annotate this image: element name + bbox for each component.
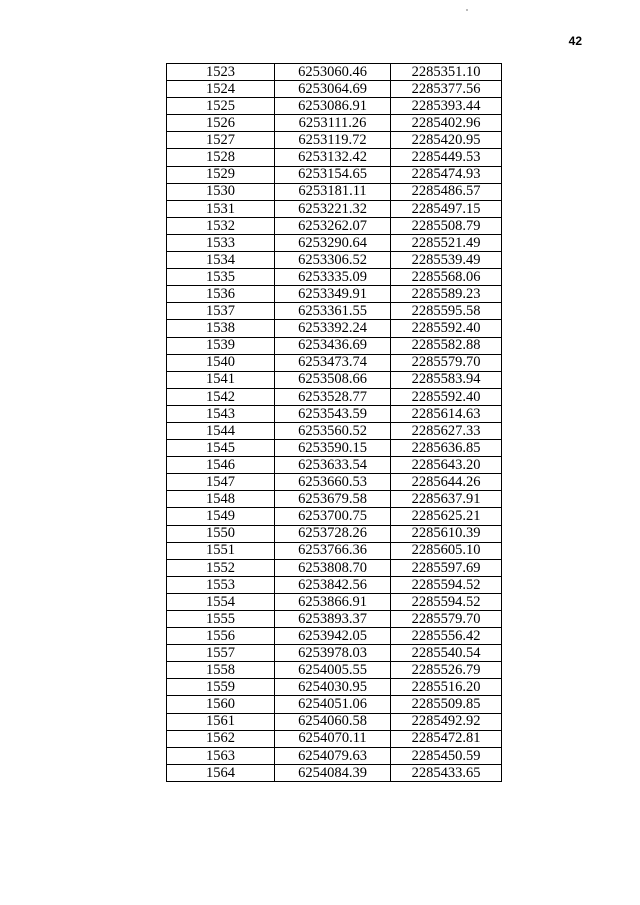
table-row xyxy=(167,269,502,286)
coordinates-table-body xyxy=(167,64,502,782)
y-coordinate-cell: 2285589.23 xyxy=(391,286,502,303)
table-row xyxy=(167,764,502,781)
y-coordinate-cell: 2285521.49 xyxy=(391,234,502,251)
table-row xyxy=(167,713,502,730)
table-row xyxy=(167,559,502,576)
x-coordinate-cell: 6253528.77 xyxy=(275,388,391,405)
point-number-cell: 1531 xyxy=(167,200,275,217)
point-number-cell: 1564 xyxy=(167,764,275,781)
table-row xyxy=(167,696,502,713)
x-coordinate-cell: 6253590.15 xyxy=(275,440,391,457)
table-row xyxy=(167,149,502,166)
x-coordinate-cell: 6253842.56 xyxy=(275,576,391,593)
table-row xyxy=(167,730,502,747)
point-number-cell: 1542 xyxy=(167,388,275,405)
point-number-cell: 1524 xyxy=(167,81,275,98)
x-coordinate-cell: 6254005.55 xyxy=(275,662,391,679)
y-coordinate-cell: 2285539.49 xyxy=(391,252,502,269)
table-row xyxy=(167,320,502,337)
point-number-cell: 1529 xyxy=(167,166,275,183)
table-row xyxy=(167,200,502,217)
x-coordinate-cell: 6253335.09 xyxy=(275,269,391,286)
x-coordinate-cell: 6253221.32 xyxy=(275,200,391,217)
table-row xyxy=(167,354,502,371)
table-row xyxy=(167,645,502,662)
table-row xyxy=(167,252,502,269)
y-coordinate-cell: 2285402.96 xyxy=(391,115,502,132)
coordinates-table xyxy=(166,63,502,782)
table-row xyxy=(167,64,502,81)
point-number-cell: 1558 xyxy=(167,662,275,679)
point-number-cell: 1538 xyxy=(167,320,275,337)
x-coordinate-cell: 6253866.91 xyxy=(275,593,391,610)
x-coordinate-cell: 6253290.64 xyxy=(275,234,391,251)
point-number-cell: 1525 xyxy=(167,98,275,115)
point-number-cell: 1551 xyxy=(167,542,275,559)
table-row xyxy=(167,371,502,388)
table-row xyxy=(167,81,502,98)
point-number-cell: 1540 xyxy=(167,354,275,371)
page-number: 42 xyxy=(568,34,582,48)
point-number-cell: 1547 xyxy=(167,474,275,491)
x-coordinate-cell: 6253700.75 xyxy=(275,508,391,525)
table-row xyxy=(167,132,502,149)
x-coordinate-cell: 6253306.52 xyxy=(275,252,391,269)
table-row xyxy=(167,166,502,183)
x-coordinate-cell: 6253392.24 xyxy=(275,320,391,337)
x-coordinate-cell: 6253119.72 xyxy=(275,132,391,149)
x-coordinate-cell: 6253766.36 xyxy=(275,542,391,559)
y-coordinate-cell: 2285605.10 xyxy=(391,542,502,559)
table-row xyxy=(167,440,502,457)
x-coordinate-cell: 6253060.46 xyxy=(275,64,391,81)
y-coordinate-cell: 2285433.65 xyxy=(391,764,502,781)
y-coordinate-cell: 2285497.15 xyxy=(391,200,502,217)
y-coordinate-cell: 2285568.06 xyxy=(391,269,502,286)
table-row xyxy=(167,508,502,525)
table-row xyxy=(167,422,502,439)
y-coordinate-cell: 2285627.33 xyxy=(391,422,502,439)
point-number-cell: 1546 xyxy=(167,457,275,474)
point-number-cell: 1544 xyxy=(167,422,275,439)
table-row xyxy=(167,183,502,200)
point-number-cell: 1528 xyxy=(167,149,275,166)
y-coordinate-cell: 2285420.95 xyxy=(391,132,502,149)
y-coordinate-cell: 2285556.42 xyxy=(391,628,502,645)
table-row xyxy=(167,457,502,474)
y-coordinate-cell: 2285595.58 xyxy=(391,303,502,320)
table-row xyxy=(167,593,502,610)
point-number-cell: 1535 xyxy=(167,269,275,286)
x-coordinate-cell: 6254051.06 xyxy=(275,696,391,713)
point-number-cell: 1541 xyxy=(167,371,275,388)
point-number-cell: 1554 xyxy=(167,593,275,610)
point-number-cell: 1530 xyxy=(167,183,275,200)
point-number-cell: 1549 xyxy=(167,508,275,525)
y-coordinate-cell: 2285450.59 xyxy=(391,747,502,764)
x-coordinate-cell: 6253064.69 xyxy=(275,81,391,98)
y-coordinate-cell: 2285610.39 xyxy=(391,525,502,542)
y-coordinate-cell: 2285393.44 xyxy=(391,98,502,115)
x-coordinate-cell: 6253473.74 xyxy=(275,354,391,371)
y-coordinate-cell: 2285644.26 xyxy=(391,474,502,491)
table-row xyxy=(167,542,502,559)
point-number-cell: 1548 xyxy=(167,491,275,508)
y-coordinate-cell: 2285474.93 xyxy=(391,166,502,183)
table-row xyxy=(167,662,502,679)
x-coordinate-cell: 6253154.65 xyxy=(275,166,391,183)
table-row xyxy=(167,474,502,491)
table-row xyxy=(167,491,502,508)
point-number-cell: 1562 xyxy=(167,730,275,747)
x-coordinate-cell: 6253543.59 xyxy=(275,405,391,422)
y-coordinate-cell: 2285643.20 xyxy=(391,457,502,474)
x-coordinate-cell: 6254079.63 xyxy=(275,747,391,764)
y-coordinate-cell: 2285583.94 xyxy=(391,371,502,388)
table-row xyxy=(167,405,502,422)
point-number-cell: 1534 xyxy=(167,252,275,269)
y-coordinate-cell: 2285579.70 xyxy=(391,611,502,628)
table-row xyxy=(167,747,502,764)
x-coordinate-cell: 6253181.11 xyxy=(275,183,391,200)
x-coordinate-cell: 6253679.58 xyxy=(275,491,391,508)
x-coordinate-cell: 6254084.39 xyxy=(275,764,391,781)
table-row xyxy=(167,337,502,354)
y-coordinate-cell: 2285625.21 xyxy=(391,508,502,525)
point-number-cell: 1555 xyxy=(167,611,275,628)
x-coordinate-cell: 6253633.54 xyxy=(275,457,391,474)
point-number-cell: 1553 xyxy=(167,576,275,593)
table-row xyxy=(167,98,502,115)
point-number-cell: 1539 xyxy=(167,337,275,354)
x-coordinate-cell: 6253893.37 xyxy=(275,611,391,628)
table-row xyxy=(167,679,502,696)
x-coordinate-cell: 6253942.05 xyxy=(275,628,391,645)
y-coordinate-cell: 2285486.57 xyxy=(391,183,502,200)
point-number-cell: 1557 xyxy=(167,645,275,662)
y-coordinate-cell: 2285594.52 xyxy=(391,593,502,610)
table-row xyxy=(167,286,502,303)
table-row xyxy=(167,115,502,132)
y-coordinate-cell: 2285614.63 xyxy=(391,405,502,422)
x-coordinate-cell: 6253436.69 xyxy=(275,337,391,354)
x-coordinate-cell: 6254030.95 xyxy=(275,679,391,696)
point-number-cell: 1537 xyxy=(167,303,275,320)
x-coordinate-cell: 6253086.91 xyxy=(275,98,391,115)
y-coordinate-cell: 2285592.40 xyxy=(391,388,502,405)
x-coordinate-cell: 6253508.66 xyxy=(275,371,391,388)
point-number-cell: 1533 xyxy=(167,234,275,251)
point-number-cell: 1532 xyxy=(167,217,275,234)
point-number-cell: 1536 xyxy=(167,286,275,303)
x-coordinate-cell: 6253560.52 xyxy=(275,422,391,439)
x-coordinate-cell: 6254060.58 xyxy=(275,713,391,730)
x-coordinate-cell: 6253349.91 xyxy=(275,286,391,303)
point-number-cell: 1526 xyxy=(167,115,275,132)
y-coordinate-cell: 2285492.92 xyxy=(391,713,502,730)
y-coordinate-cell: 2285637.91 xyxy=(391,491,502,508)
table-row xyxy=(167,303,502,320)
table-row xyxy=(167,628,502,645)
table-row xyxy=(167,576,502,593)
y-coordinate-cell: 2285449.53 xyxy=(391,149,502,166)
point-number-cell: 1559 xyxy=(167,679,275,696)
y-coordinate-cell: 2285509.85 xyxy=(391,696,502,713)
x-coordinate-cell: 6253978.03 xyxy=(275,645,391,662)
x-coordinate-cell: 6253660.53 xyxy=(275,474,391,491)
point-number-cell: 1543 xyxy=(167,405,275,422)
x-coordinate-cell: 6253808.70 xyxy=(275,559,391,576)
y-coordinate-cell: 2285579.70 xyxy=(391,354,502,371)
point-number-cell: 1523 xyxy=(167,64,275,81)
x-coordinate-cell: 6253728.26 xyxy=(275,525,391,542)
point-number-cell: 1550 xyxy=(167,525,275,542)
y-coordinate-cell: 2285351.10 xyxy=(391,64,502,81)
table-row xyxy=(167,388,502,405)
point-number-cell: 1545 xyxy=(167,440,275,457)
y-coordinate-cell: 2285526.79 xyxy=(391,662,502,679)
y-coordinate-cell: 2285516.20 xyxy=(391,679,502,696)
point-number-cell: 1563 xyxy=(167,747,275,764)
y-coordinate-cell: 2285636.85 xyxy=(391,440,502,457)
y-coordinate-cell: 2285508.79 xyxy=(391,217,502,234)
point-number-cell: 1556 xyxy=(167,628,275,645)
x-coordinate-cell: 6253111.26 xyxy=(275,115,391,132)
point-number-cell: 1560 xyxy=(167,696,275,713)
point-number-cell: 1527 xyxy=(167,132,275,149)
point-number-cell: 1552 xyxy=(167,559,275,576)
table-row xyxy=(167,217,502,234)
y-coordinate-cell: 2285594.52 xyxy=(391,576,502,593)
x-coordinate-cell: 6253132.42 xyxy=(275,149,391,166)
x-coordinate-cell: 6253361.55 xyxy=(275,303,391,320)
x-coordinate-cell: 6253262.07 xyxy=(275,217,391,234)
y-coordinate-cell: 2285472.81 xyxy=(391,730,502,747)
scan-speck xyxy=(466,9,468,11)
y-coordinate-cell: 2285582.88 xyxy=(391,337,502,354)
table-row xyxy=(167,234,502,251)
table-row xyxy=(167,525,502,542)
y-coordinate-cell: 2285540.54 xyxy=(391,645,502,662)
table-row xyxy=(167,611,502,628)
y-coordinate-cell: 2285597.69 xyxy=(391,559,502,576)
y-coordinate-cell: 2285377.56 xyxy=(391,81,502,98)
x-coordinate-cell: 6254070.11 xyxy=(275,730,391,747)
y-coordinate-cell: 2285592.40 xyxy=(391,320,502,337)
point-number-cell: 1561 xyxy=(167,713,275,730)
